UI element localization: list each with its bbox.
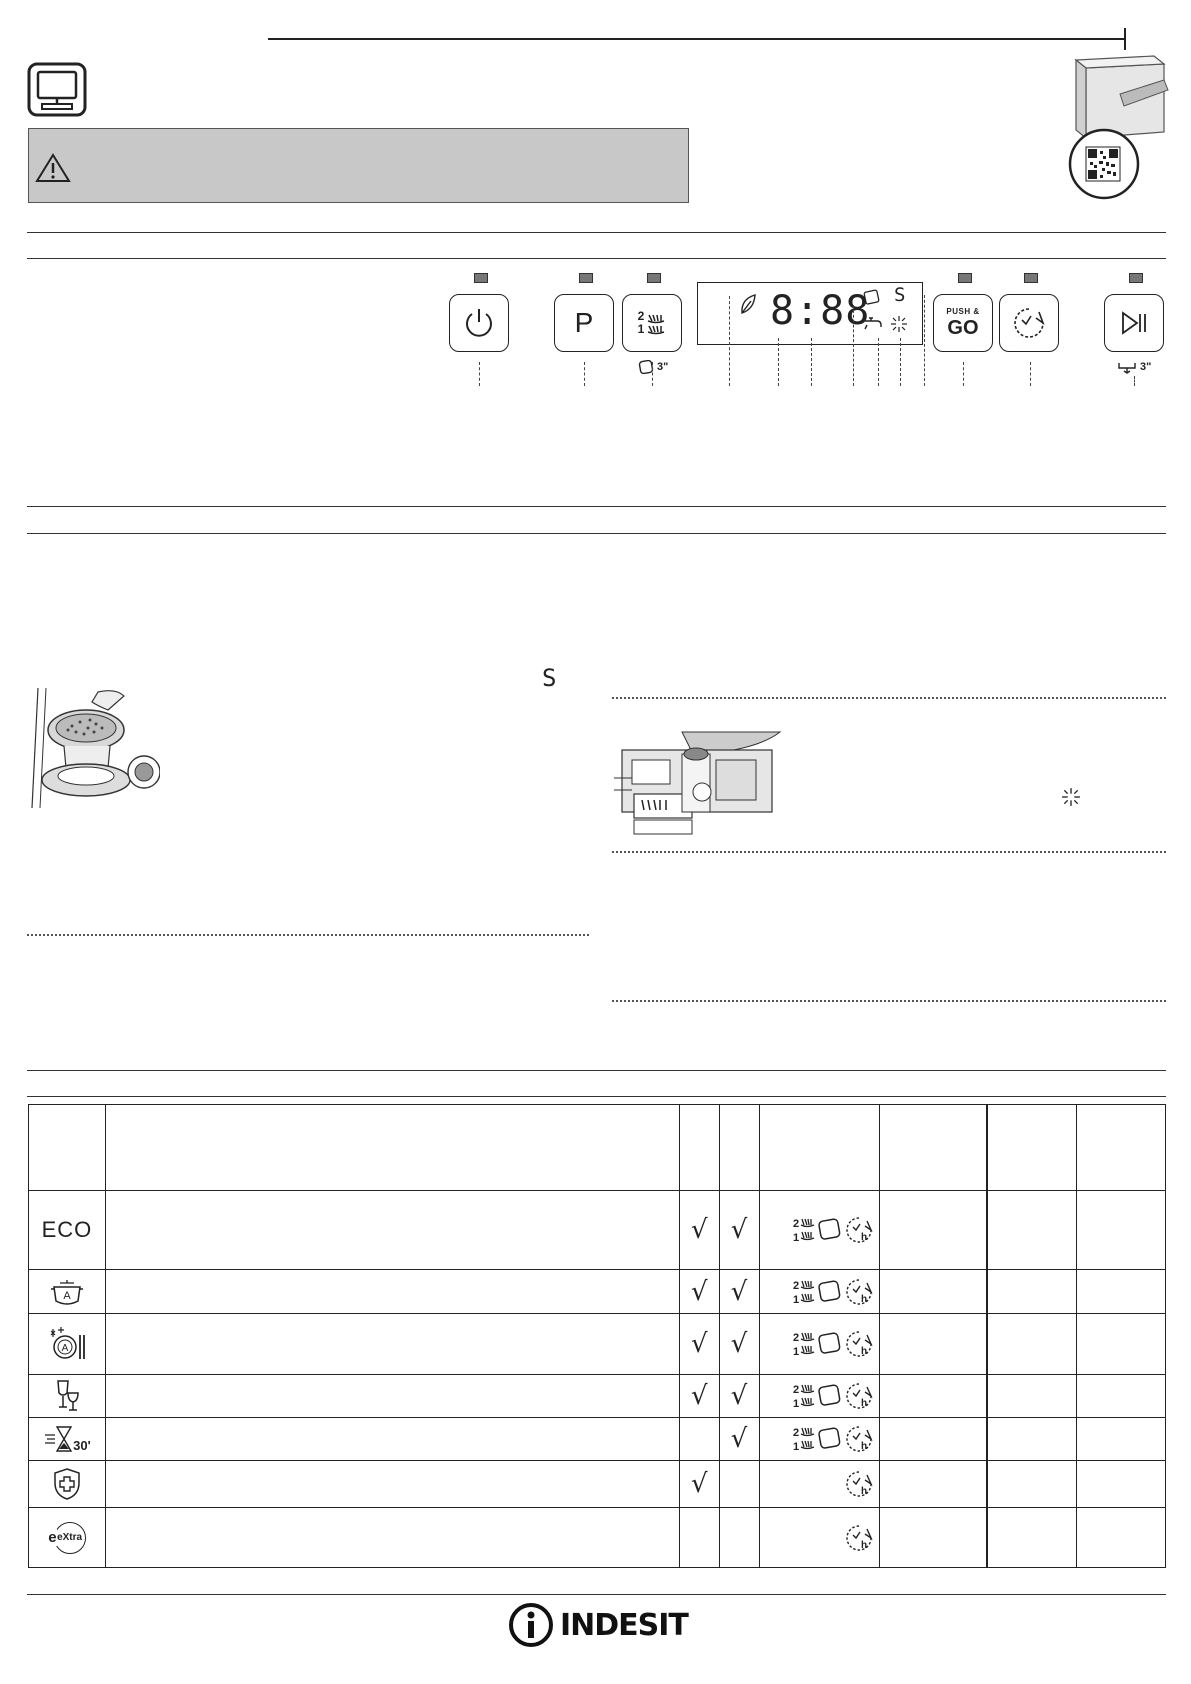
sanitize-icon [29, 1461, 106, 1508]
quick-30-label: 30' [73, 1437, 91, 1453]
water-tap-icon [863, 315, 885, 333]
salt-reservoir-illustration [28, 688, 160, 808]
leader-line [1134, 376, 1135, 386]
options-cell [759, 1418, 879, 1461]
header-cell [1076, 1105, 1165, 1191]
value-cell [1076, 1418, 1165, 1461]
delay-button[interactable] [999, 294, 1059, 352]
leader-line [1030, 362, 1031, 386]
option-icons [792, 1427, 873, 1452]
value-cell [1076, 1508, 1165, 1568]
multizone-hold-label: 3" [657, 361, 669, 373]
program-description [105, 1270, 679, 1314]
delay-option-icon [843, 1475, 873, 1497]
header-cell [719, 1105, 759, 1191]
dotted-separator [27, 934, 589, 936]
startpause-hold-label: 3" [1140, 361, 1152, 373]
options-cell [759, 1270, 879, 1314]
brand-name: INDESIT [560, 1607, 688, 1643]
multizone-bottom-label: 1 [637, 322, 645, 336]
power-icon [462, 306, 496, 340]
section-rule-2b [27, 533, 1166, 534]
program-description [105, 1508, 679, 1568]
header-cell [29, 1105, 106, 1191]
program-description [105, 1418, 679, 1461]
table-row [29, 1508, 1166, 1568]
leader-line [584, 362, 585, 386]
dishwasher-qr-illustration [1046, 54, 1172, 202]
header-cell [759, 1105, 879, 1191]
check-cell: √ [679, 1375, 719, 1418]
svg-text:1: 1 [792, 1441, 800, 1452]
option-icons [792, 1384, 873, 1409]
check-cell [719, 1461, 759, 1508]
quick-30-icon [29, 1418, 106, 1461]
table-row [29, 1270, 1166, 1314]
option-icons [792, 1218, 873, 1243]
table-row [29, 1461, 1166, 1508]
warning-triangle-icon [35, 153, 71, 183]
check-cell: √ [719, 1314, 759, 1375]
check-cell: √ [719, 1418, 759, 1461]
value-cell [987, 1418, 1076, 1461]
display-digits: 8:88 [770, 288, 871, 334]
section-rule-3a [27, 1070, 1166, 1071]
program-table [28, 1104, 1166, 1568]
multizone-led [647, 273, 661, 283]
value-cell [879, 1375, 986, 1418]
value-cell [879, 1314, 986, 1375]
push-and-go-button[interactable] [933, 294, 993, 352]
delay-led [1024, 273, 1038, 283]
svg-text:h: h [860, 1486, 868, 1497]
table-row [29, 1191, 1166, 1270]
value-cell [987, 1375, 1076, 1418]
leader-line [778, 338, 779, 386]
dotted-separator [612, 851, 1166, 853]
svg-text:h: h [860, 1293, 868, 1305]
delay-option-icon [843, 1529, 873, 1551]
salt-symbol-left: S [542, 664, 557, 692]
svg-text:h: h [860, 1232, 868, 1243]
check-cell: √ [679, 1191, 719, 1270]
tablet-icon [863, 289, 881, 306]
eco-label: ECO [41, 1217, 93, 1242]
play-pause-icon [1119, 309, 1149, 337]
footer-rule [27, 1594, 1166, 1595]
check-cell [679, 1508, 719, 1568]
value-cell [987, 1508, 1076, 1568]
options-cell [759, 1191, 879, 1270]
svg-text:A: A [63, 1289, 71, 1302]
value-cell [1076, 1270, 1165, 1314]
multizone-button[interactable] [622, 294, 682, 352]
leader-line [811, 338, 812, 386]
go-label: GO [947, 317, 979, 339]
table-header-row [29, 1105, 1166, 1191]
display-panel [697, 282, 923, 345]
leader-line [900, 338, 901, 386]
section-rule-2a [27, 506, 1166, 507]
value-cell [987, 1270, 1076, 1314]
table-row [29, 1314, 1166, 1375]
value-cell [987, 1314, 1076, 1375]
options-cell [759, 1508, 879, 1568]
warning-box [28, 128, 689, 203]
value-cell [879, 1191, 986, 1270]
value-cell [987, 1191, 1076, 1270]
salt-symbol: S [894, 284, 906, 306]
svg-text:1: 1 [792, 1346, 800, 1357]
rinse-aid-icon [1061, 787, 1081, 807]
svg-text:2: 2 [792, 1279, 800, 1292]
multizone-hold-hint [638, 360, 668, 374]
check-cell: √ [679, 1314, 719, 1375]
check-cell: √ [719, 1270, 759, 1314]
svg-text:h: h [860, 1441, 868, 1452]
options-cell [759, 1375, 879, 1418]
monitor-icon [27, 62, 87, 117]
program-description [105, 1461, 679, 1508]
svg-text:A: A [61, 1343, 69, 1354]
leader-line [963, 362, 964, 386]
options-cell [759, 1461, 879, 1508]
auto-intensive-icon [29, 1270, 106, 1314]
push-label: PUSH & [946, 307, 980, 316]
top-header-line [268, 38, 1126, 40]
auto-sparkle-icon [29, 1314, 106, 1375]
power-led [474, 273, 488, 283]
leader-line [853, 305, 854, 386]
check-cell: √ [719, 1375, 759, 1418]
extra-icon: e eXtra [29, 1508, 106, 1568]
glass-care-icon [29, 1375, 106, 1418]
svg-text:1: 1 [792, 1232, 800, 1243]
program-led [579, 273, 593, 283]
program-button[interactable] [554, 294, 614, 352]
value-cell [1076, 1314, 1165, 1375]
program-description [105, 1191, 679, 1270]
dotted-separator [612, 697, 1166, 699]
option-icons [792, 1279, 873, 1305]
svg-text:2: 2 [792, 1384, 800, 1396]
detergent-dispenser-illustration [612, 730, 792, 838]
startpause-led [1129, 273, 1143, 283]
check-cell [719, 1508, 759, 1568]
options-cell [759, 1314, 879, 1375]
indesit-logo-icon [508, 1602, 554, 1648]
pushgo-led [958, 273, 972, 283]
section-rule-1a [27, 232, 1166, 233]
value-cell [879, 1461, 986, 1508]
svg-text:2: 2 [792, 1427, 800, 1439]
check-cell: √ [679, 1461, 719, 1508]
startpause-hold-hint [1117, 360, 1151, 374]
delay-clock-icon [1012, 306, 1046, 340]
eco-program-icon [29, 1191, 106, 1270]
leaf-icon [738, 293, 758, 315]
table-row [29, 1375, 1166, 1418]
svg-text:2: 2 [792, 1218, 800, 1230]
check-cell: √ [719, 1191, 759, 1270]
drain-icon [1117, 360, 1137, 374]
header-cell [987, 1105, 1076, 1191]
header-cell [879, 1105, 986, 1191]
leader-line [479, 362, 480, 386]
power-button[interactable] [449, 294, 509, 352]
value-cell [879, 1270, 986, 1314]
section-rule-1b [27, 258, 1166, 259]
value-cell [879, 1418, 986, 1461]
check-cell: √ [679, 1270, 719, 1314]
start-pause-button[interactable] [1104, 294, 1164, 352]
svg-text:h: h [860, 1398, 868, 1409]
basket-icon [646, 311, 666, 335]
value-cell [879, 1508, 986, 1568]
extra-label: eXtra [57, 1532, 83, 1543]
leader-line [652, 362, 653, 386]
program-description [105, 1375, 679, 1418]
top-header-tick [1124, 28, 1126, 50]
program-description [105, 1314, 679, 1375]
svg-text:h: h [860, 1346, 868, 1357]
extra-badge [54, 1522, 86, 1554]
header-cell [105, 1105, 679, 1191]
dotted-separator [612, 1000, 1166, 1002]
value-cell [1076, 1375, 1165, 1418]
program-label: P [574, 307, 594, 338]
option-icons [792, 1332, 873, 1357]
leader-line [924, 295, 925, 386]
svg-text:1: 1 [792, 1293, 800, 1305]
leader-line [729, 296, 730, 386]
table-row [29, 1418, 1166, 1461]
rinse-aid-icon [890, 315, 908, 333]
leader-line [878, 338, 879, 386]
section-rule-3b [27, 1096, 1166, 1097]
svg-text:h: h [860, 1539, 868, 1551]
brand-logo [508, 1602, 688, 1648]
value-cell [987, 1461, 1076, 1508]
svg-text:1: 1 [792, 1398, 800, 1409]
svg-text:2: 2 [792, 1332, 800, 1344]
value-cell [1076, 1461, 1165, 1508]
multizone-top-label: 2 [637, 309, 645, 323]
check-cell [679, 1418, 719, 1461]
header-cell [679, 1105, 719, 1191]
value-cell [1076, 1191, 1165, 1270]
